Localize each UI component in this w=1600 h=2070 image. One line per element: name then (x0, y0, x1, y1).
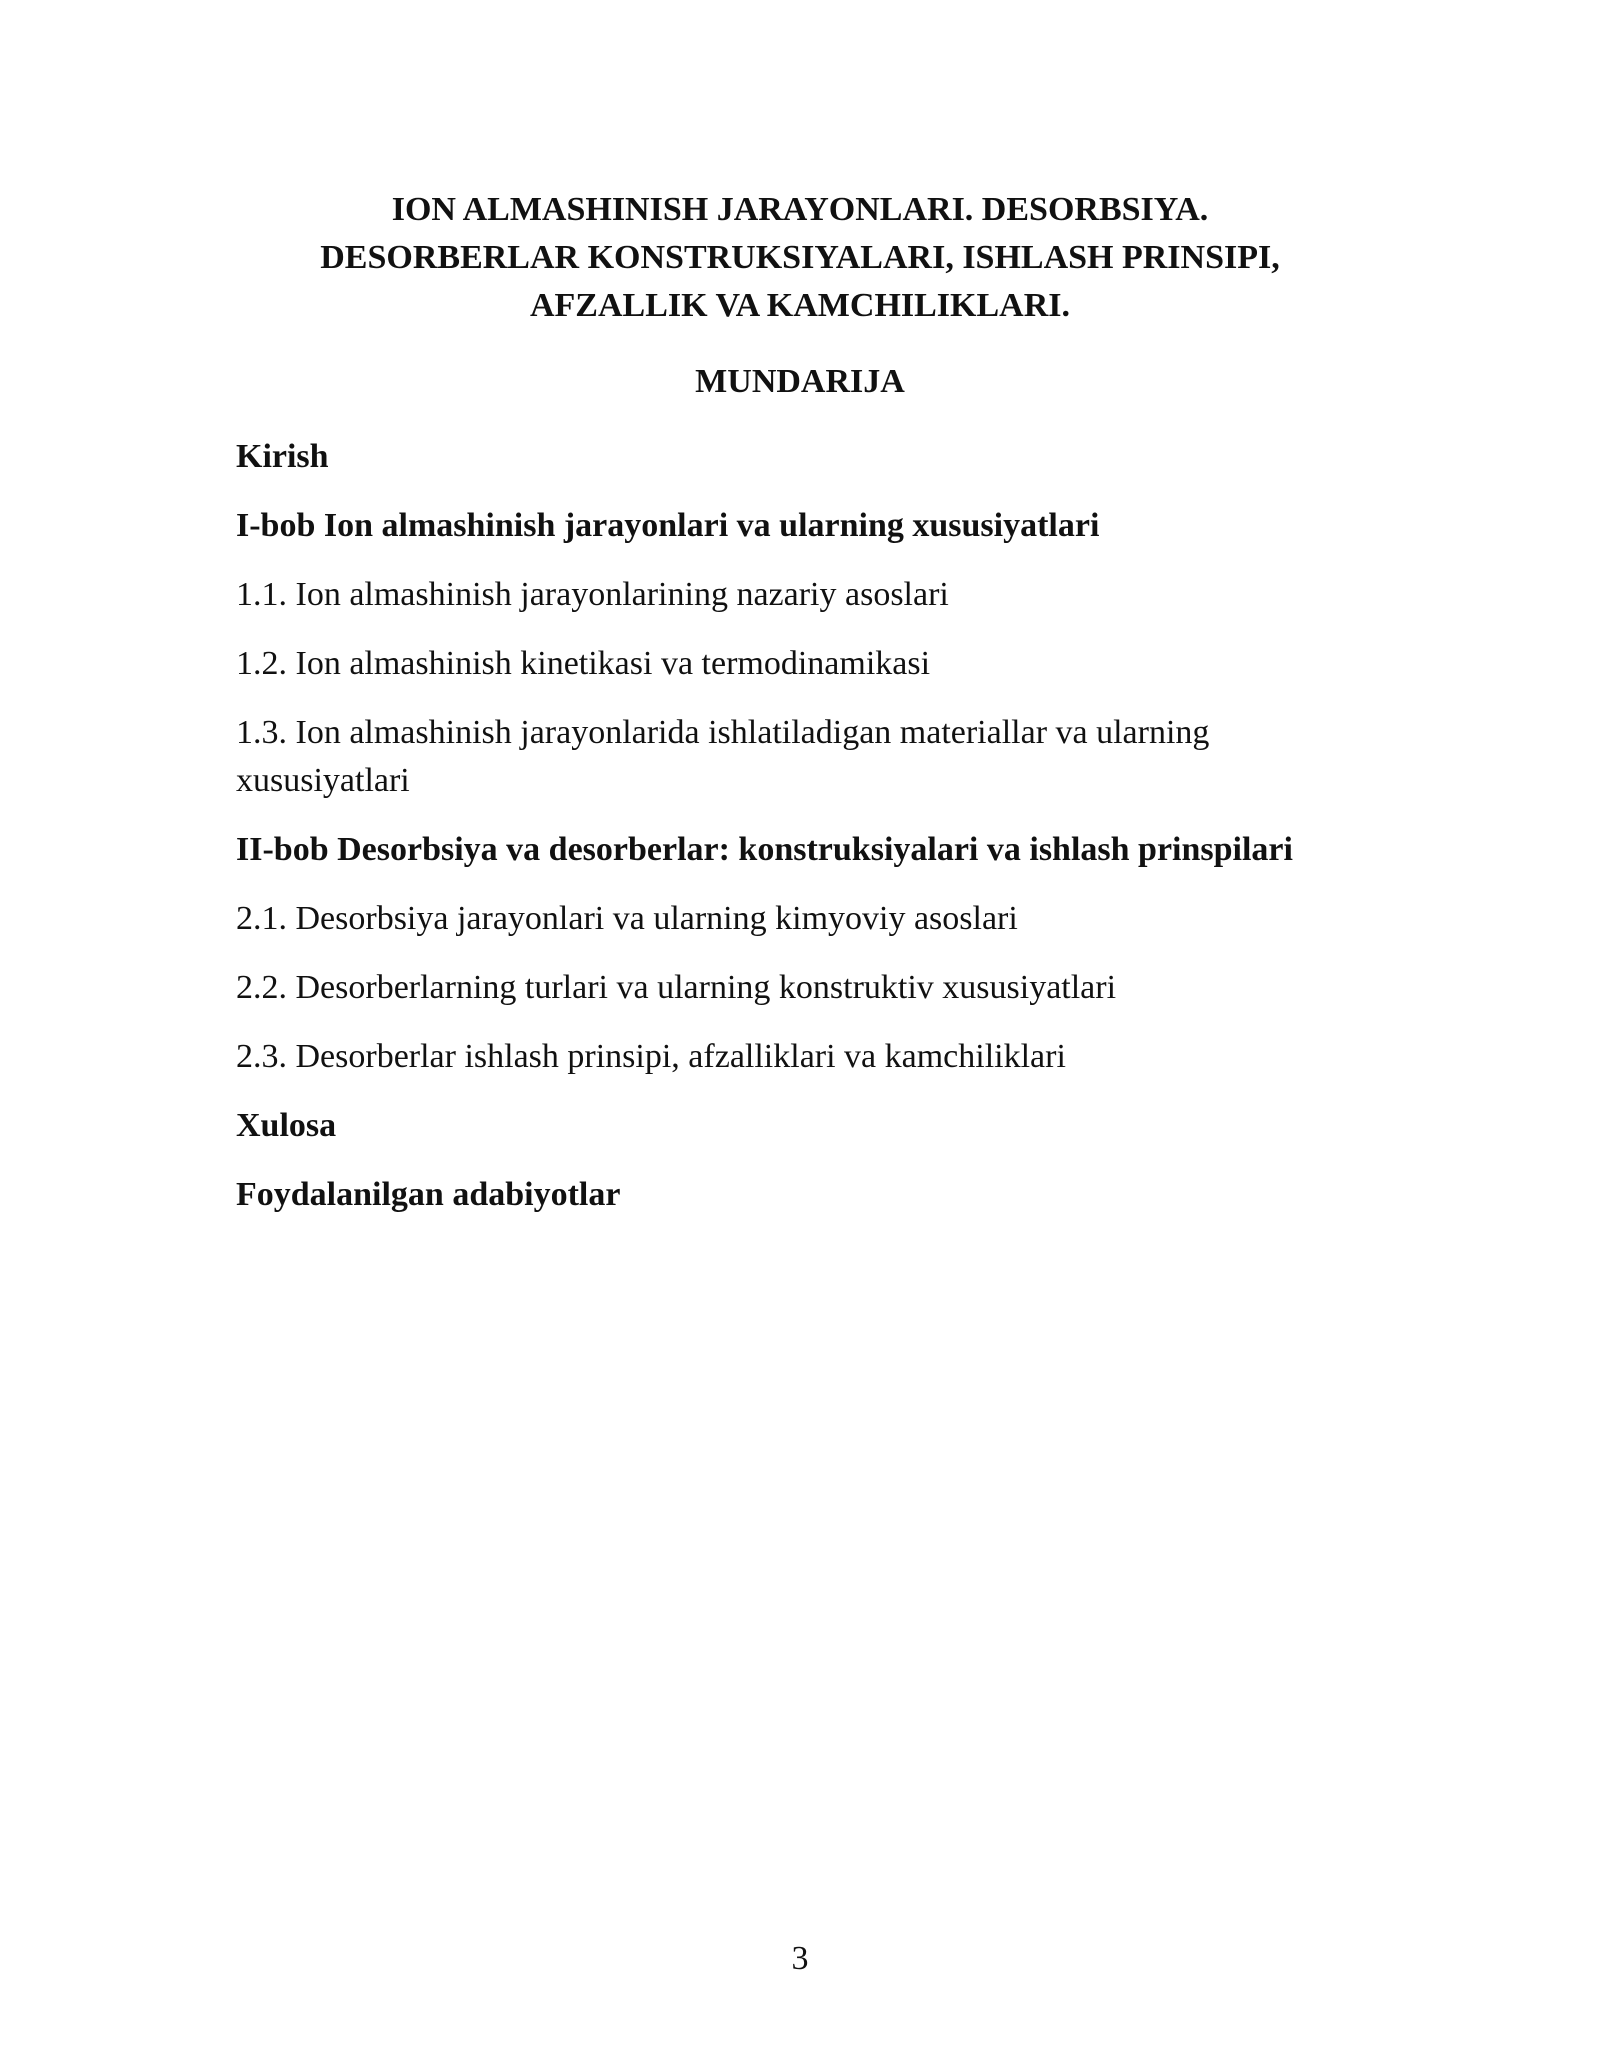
page-number: 3 (791, 1940, 809, 1977)
title-line-3: AFZALLIK VA KAMCHILIKLARI. (529, 287, 1070, 324)
toc-entry: 1.3. Ion almashinish jarayonlarida ishlatiladigan materiallar va ularning xususiyatlari (236, 714, 1210, 799)
title-line-1: ION ALMASHINISH JARAYONLARI. DESORBSIYA. (391, 191, 1209, 228)
toc-entry: Kirish (236, 438, 329, 475)
toc-entry: 2.3. Desorberlar ishlash prinsipi, afzalliklari va kamchiliklari (236, 1038, 1066, 1075)
toc-entry: 2.2. Desorberlarning turlari va ularning konstruktiv xususiyatlari (236, 969, 1117, 1006)
title-line-2: DESORBERLAR KONSTRUKSIYALARI, ISHLASH PRINSIPI, (320, 239, 1280, 276)
toc-entry: Foydalanilgan adabiyotlar (236, 1176, 621, 1213)
toc-entry: I-bob Ion almashinish jarayonlari va ularning xususiyatlari (236, 507, 1100, 544)
toc-entry: 1.2. Ion almashinish kinetikasi va termodinamikasi (236, 645, 931, 682)
toc-entry: 1.1. Ion almashinish jarayonlarining nazariy asoslari (236, 576, 949, 613)
toc-entry: 2.1. Desorbsiya jarayonlari va ularning kimyoviy asoslari (236, 900, 1018, 937)
document-title (236, 186, 1364, 330)
toc-heading: MUNDARIJA (695, 363, 905, 400)
toc-entry: II-bob Desorbsiya va desorberlar: konstruksiyalari va ishlash prinspilari (236, 831, 1293, 868)
table-of-contents (236, 433, 1364, 1240)
toc-entry: Xulosa (236, 1107, 337, 1144)
